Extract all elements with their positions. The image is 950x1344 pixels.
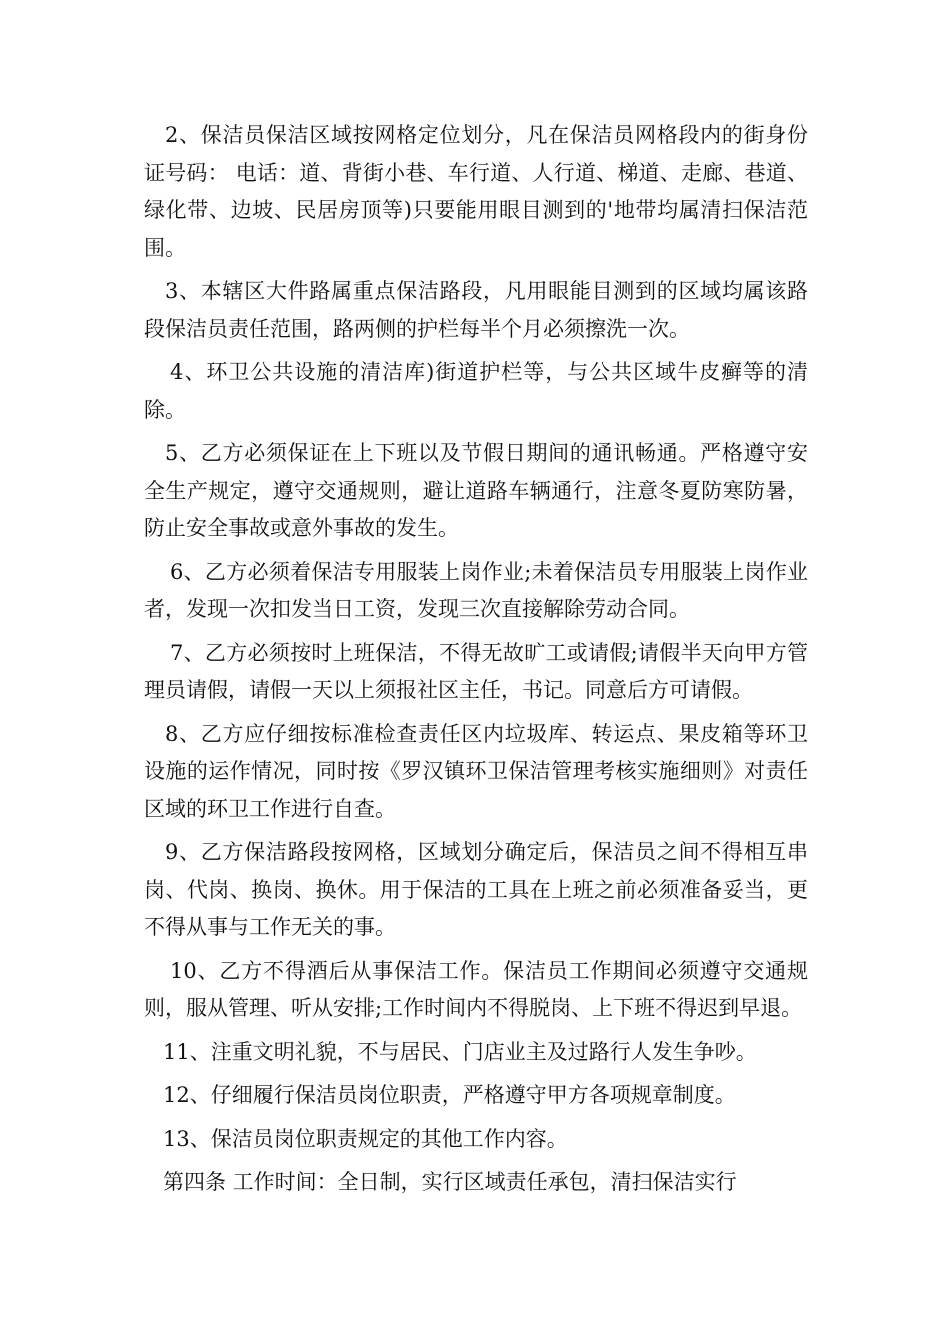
clause-10: 10、乙方不得酒后从事保洁工作。保洁员工作期间必须遵守交通规则，服从管理、听从安排;工作时间内不得脱岗、上下班不得迟到早退。 <box>144 958 808 1020</box>
document-body <box>144 117 808 1208</box>
clause-13: 13、保洁员岗位职责规定的其他工作内容。 <box>163 1126 568 1151</box>
article-4-heading: 第四条 工作时间：全日制，实行区域责任承包，清扫保洁实行 <box>163 1170 737 1194</box>
clause-8: 8、乙方应仔细按标准检查责任区内垃圾库、转运点、果皮箱等环卫设施的运作情况，同时按《罗汉镇环卫保洁管理考核实施细则》对责任区域的环卫工作进行自查。 <box>144 721 808 821</box>
clause-7: 7、乙方必须按时上班保洁，不得无故旷工或请假;请假半天向甲方管理员请假，请假一天以上须报社区主任，书记。同意后方可请假。 <box>144 640 808 702</box>
clause-2: 2、保洁员保洁区域按网格定位划分，凡在保洁员网格段内的街身份证号码： 电话：道、背街小巷、车行道、人行道、梯道、走廊、巷道、绿化带、边坡、民居房顶等)只要能用眼目测到的'地带均属清扫保洁范围。 <box>144 123 808 260</box>
clause-11: 11、注重文明礼貌，不与居民、门店业主及过路行人发生争吵。 <box>163 1039 757 1064</box>
clause-4: 4、环卫公共设施的清洁库)街道护栏等，与公共区域牛皮癣等的清除。 <box>144 360 808 422</box>
clause-3: 3、本辖区大件路属重点保洁路段，凡用眼能目测到的区域均属该路段保洁员责任范围，路两侧的护栏每半个月必须擦洗一次。 <box>144 279 808 341</box>
clause-6: 6、乙方必须着保洁专用服装上岗作业;未着保洁员专用服装上岗作业者，发现一次扣发当日工资，发现三次直接解除劳动合同。 <box>144 559 808 621</box>
clause-5: 5、乙方必须保证在上下班以及节假日期间的通讯畅通。严格遵守安全生产规定，遵守交通规则，避让道路车辆通行，注意冬夏防寒防暑，防止安全事故或意外事故的发生。 <box>144 441 808 540</box>
clause-12: 12、仔细履行保洁员岗位职责，严格遵守甲方各项规章制度。 <box>163 1083 736 1107</box>
clause-9: 9、乙方保洁路段按网格，区域划分确定后，保洁员之间不得相互串岗、代岗、换岗、换休。用于保洁的工具在上班之前必须准备妥当，更不得从事与工作无关的事。 <box>144 840 808 939</box>
